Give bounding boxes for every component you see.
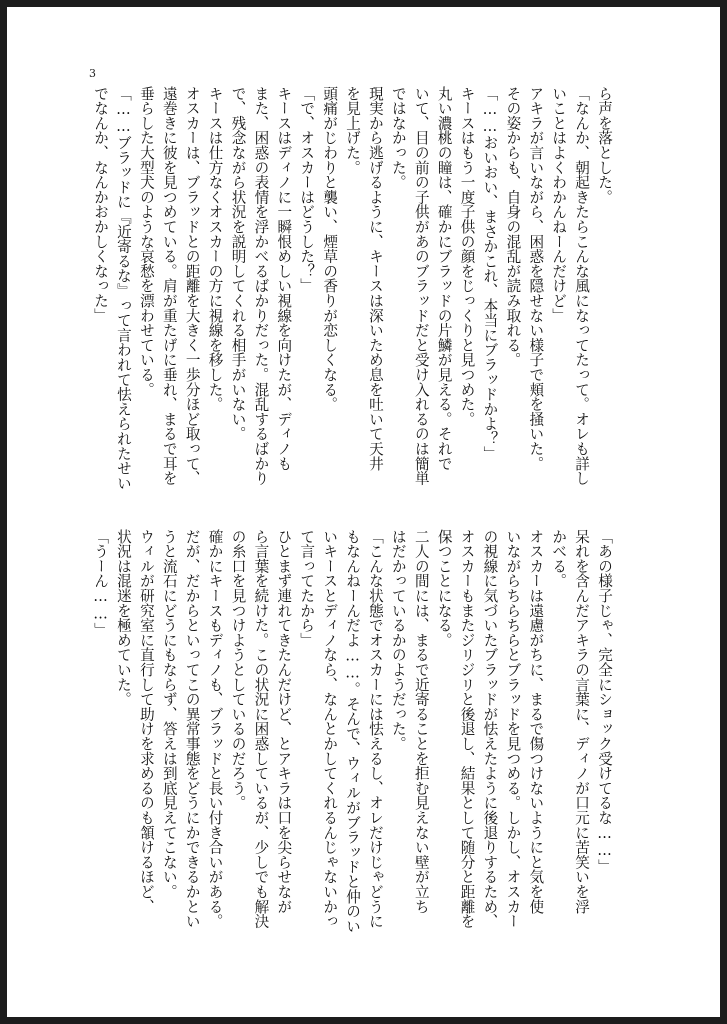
text-line: 確かにキースもディノも、ブラッドと長い付き合いがある。	[206, 529, 224, 929]
text-line: ウィルが研究室に直行して助けを求めるのも頷けるほど、	[137, 529, 155, 914]
text-line: 二人の間には、まるで近寄ることを拒む見えない壁が立ち	[412, 529, 430, 914]
text-line: を見上げた。	[344, 86, 362, 175]
text-line: うと流石にどうにもならず、答えは到底見えてこない。	[160, 529, 178, 899]
text-line: もなんねーんだよ……。そんで、ウィルがブラッドと仲のい	[344, 529, 362, 934]
text-line: 「あの様子じゃ、完全にショック受けてるな……」	[596, 529, 613, 875]
text-line: ら言葉を続けた。この状況に困惑しているが、少しでも解決	[252, 529, 270, 929]
text-line: 頭痛がじわりと襲い、煙草の香りが恋しくなる。	[321, 86, 339, 412]
text-line: ら声を落とした。	[596, 86, 613, 205]
text-line: キースはもう一度子供の顔をじっくりと見つめた。	[458, 86, 476, 427]
text-line: 垂らした大型犬のような哀愁を漂わせている。	[137, 86, 155, 397]
text-line: て言ってたから」	[298, 529, 316, 648]
text-line: でなんか、なんかおかしくなった」	[92, 86, 110, 323]
text-line: 現実から逃げるように、キースは深いため息を吐いて天井	[366, 86, 384, 471]
text-line: の視線に気づいたブラッドが怯えたように後退りするため、	[481, 529, 499, 929]
text-line: だが、だからといってこの異常事態をどうにかできるかとい	[183, 529, 201, 929]
text-line: 「こんな状態でオスカーには怯えるし、オレだけじゃどうに	[366, 529, 384, 929]
text-line: オスカーは、ブラッドとの距離を大きく一歩分ほど取って、	[183, 86, 201, 486]
text-line: 「……ブラッドに『近寄るな』って言われて怯えられたせい	[114, 86, 132, 491]
text-line: キースはディノに一瞬恨めしい視線を向けたが、ディノも	[275, 86, 293, 471]
text-line: いながらちらちらとブラッドを見つめる。しかし、オスカー	[504, 529, 522, 929]
text-line: 「うーん……」	[92, 529, 110, 638]
text-line: キースは仕方なくオスカーの方に視線を移した。	[206, 86, 224, 412]
text-line: また、困惑の表情を浮かべるばかりだった。混乱するばかり	[252, 86, 270, 486]
text-line: はだかっているかのようだった。	[389, 529, 407, 751]
text-line: 「なんか、朝起きたらこんな風になってたって。オレも詳し	[573, 86, 591, 486]
text-line: ひとまず連れてきたんだけど、とアキラは口を尖らせなが	[275, 529, 293, 914]
page-number: 3	[89, 67, 96, 80]
text-line: いキースとディノなら、なんとかしてくれるんじゃないかっ	[321, 529, 339, 929]
text-line: 「で、オスカーはどうした？」	[298, 86, 316, 294]
text-line: 状況は混迷を極めていた。	[114, 529, 132, 707]
text-line: いて、目の前の子供があのブラッドだと受け入れるのは簡単	[412, 86, 430, 486]
top-text-column	[92, 86, 615, 516]
text-line: その姿からも、自身の混乱が読み取れる。	[504, 86, 522, 368]
text-line: いことはよくわかんねーんだけど」	[550, 86, 568, 323]
text-line: ではなかった。	[389, 86, 407, 190]
text-line: アキラが言いながら、困惑を隠せない様子で頬を掻いた。	[527, 86, 545, 471]
text-line: 呆れを含んだアキラの言葉に、ディノが口元に苦笑いを浮	[573, 529, 591, 914]
bottom-text-column	[92, 529, 615, 959]
text-line: 丸い濃桃の瞳は、確かにブラッドの片鱗が見える。それで	[435, 86, 453, 471]
text-line: の糸口を見つけようとしているのだろう。	[229, 529, 247, 811]
text-line: 「……おいおい、まさかこれ、本当にブラッドかよ？」	[481, 86, 499, 461]
text-line: で、残念ながら状況を説明してくれる相手がいない。	[229, 86, 247, 442]
manuscript-page	[7, 7, 720, 1017]
text-line: 保つことになる。	[435, 529, 453, 648]
text-line: 遠巻きに彼を見つめている。肩が重たげに垂れ、まるで耳を	[160, 86, 178, 486]
text-line: かべる。	[550, 529, 568, 589]
text-line: オスカーもまたジリジリと後退し、結果として随分と距離を	[458, 529, 476, 929]
text-line: オスカーは遠慮がちに、まるで傷つけないようにと気を使	[527, 529, 545, 914]
